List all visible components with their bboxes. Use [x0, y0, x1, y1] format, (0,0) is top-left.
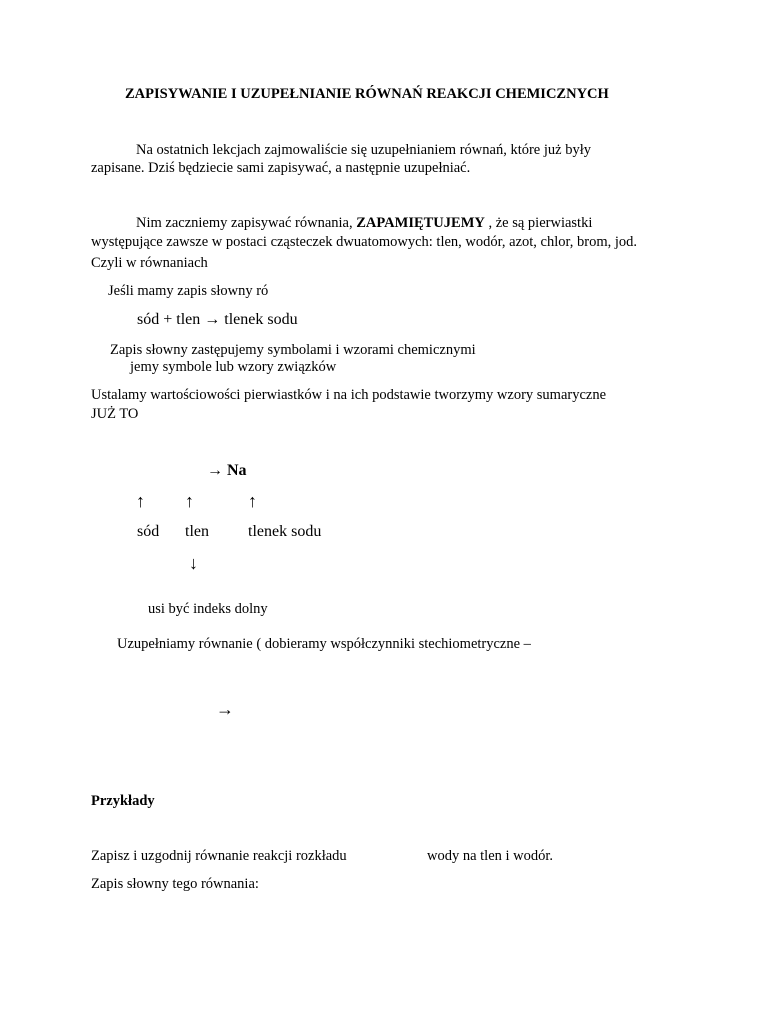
- example-task-part-2: wody na tlen i wodór.: [427, 848, 554, 864]
- remember-text-pre: Nim zaczniemy zapisywać równania,: [136, 215, 353, 231]
- remember-line-3: Czyli w równaniach: [91, 255, 208, 271]
- down-arrow-icon: ↓: [189, 553, 198, 573]
- examples-heading: Przykłady: [91, 793, 155, 809]
- intro-line-1: Na ostatnich lekcjach zajmowaliście się uzupełnianiem równań, które już były: [136, 142, 591, 158]
- up-arrow-icon: ↑: [185, 491, 194, 511]
- intro-line-2: zapisane. Dziś będziecie sami zapisywać, a następnie uzupełniać.: [91, 160, 471, 176]
- remember-keyword: ZAPAMIĘTUJEMY: [356, 215, 485, 231]
- balance-line: Uzupełniamy równanie ( dobieramy współczynniki stechiometryczne –: [117, 636, 531, 652]
- verbal-equation: sód + tlen → tlenek sodu: [137, 311, 298, 328]
- up-arrow-icon: ↑: [248, 491, 257, 511]
- verbal-intro: Jeśli mamy zapis słowny ró: [108, 283, 269, 299]
- remember-line-2: występujące zawsze w postaci cząsteczek dwuatomowych: tlen, wodór, azot, chlor, brom, jod.: [91, 234, 638, 250]
- product-arrow: → Na: [207, 462, 247, 479]
- label-tlen: tlen: [185, 523, 209, 540]
- remember-text-post: , że są pierwiastki: [488, 215, 593, 231]
- up-arrow-icon: ↑: [136, 491, 145, 511]
- balance-arrow-icon: →: [216, 699, 234, 719]
- symbols-line-2: jemy symbole lub wzory związków: [130, 359, 337, 375]
- example-task-part-1: Zapisz i uzgodnij równanie reakcji rozkładu: [91, 848, 347, 864]
- subscript-note: usi być indeks dolny: [148, 601, 268, 617]
- symbols-line-1: Zapis słowny zastępujemy symbolami i wzorami chemicznymi: [110, 342, 476, 358]
- remember-line-1: [136, 215, 592, 232]
- label-sod: sód: [137, 523, 160, 540]
- valence-line-1: Ustalamy wartościowości pierwiastków i na ich podstawie tworzymy wzory sumaryczne: [91, 387, 607, 403]
- page-title: ZAPISYWANIE I UZUPEŁNIANIE RÓWNAŃ REAKCJI CHEMICZNYCH: [125, 86, 609, 102]
- verbal-equation-label: Zapis słowny tego równania:: [91, 876, 259, 892]
- valence-line-2: JUŻ TO: [91, 406, 139, 422]
- label-tlenek-sodu: tlenek sodu: [248, 523, 322, 540]
